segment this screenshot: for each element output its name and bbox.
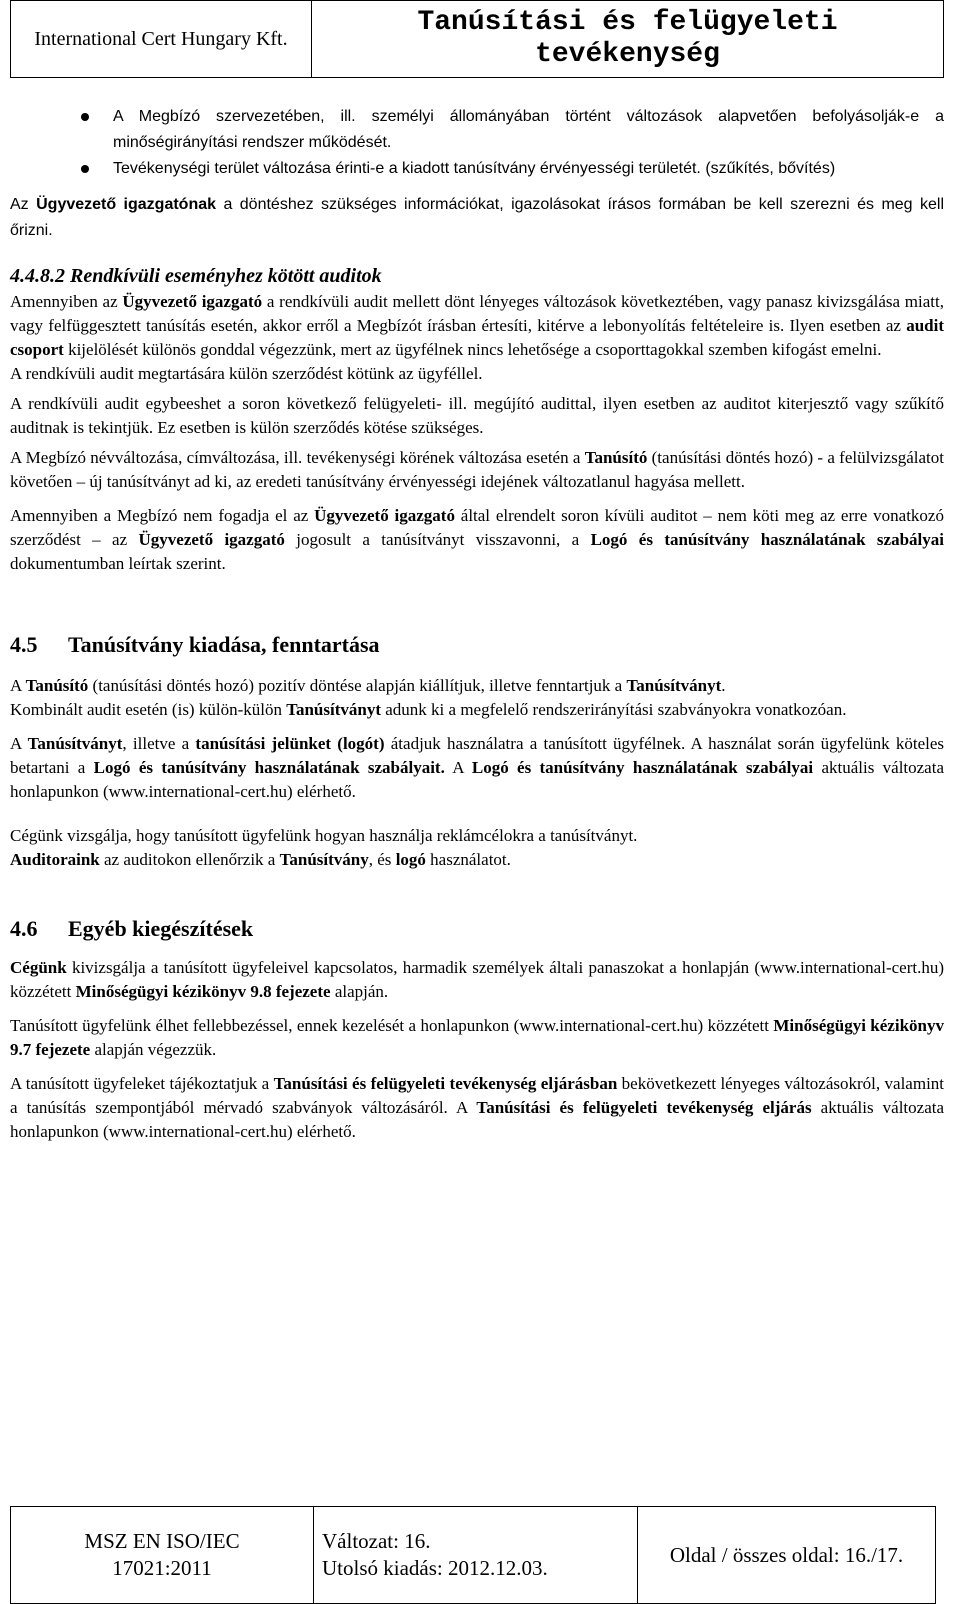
paragraph: Tanúsított ügyfelünk élhet fellebbezéssel, ennek kezelését a honlapunkon (www.international-cert.hu) közzétett Minőségügyi kézikönyv 9.7 fejezete alapján végezzük. [10, 1016, 944, 1059]
paragraph: A Tanúsítványt, illetve a tanúsítási jelünket (logót) átadjuk használatra a tanúsított ügyfélnek. A használat során ügyfelünk köteles betartani a Logó és tanúsítvány használatának szabályait. A Logó és tanúsítvány használatának szabályai aktuális változata honlapunkon (www.international-cert.hu) elérhető. [10, 734, 945, 801]
bullet-icon [81, 165, 89, 173]
section-heading: 4.6 Egyéb kiegészítések [10, 916, 254, 941]
bullet-list [10, 104, 944, 182]
standard-reference: MSZ EN ISO/IEC 17021:2011 [11, 1507, 314, 1604]
bullet-icon [81, 113, 89, 121]
paragraph: Cégünk kivizsgálja a tanúsított ügyfeleivel kapcsolatos, harmadik személyek általi panaszokat a honlapján (www.international-cert.hu) közzétett Minőségügyi kézikönyv 9.8 fejezete alapján. [10, 958, 944, 1001]
paragraph: Amennyiben az Ügyvezető igazgató a rendkívüli audit mellett dönt lényeges változások következtében, vagy panasz kivizsgálása miatt, vagy felfüggesztett tanúsítás esetén, akkor erről a Megbízót írásban értesíti, kitérve a lebonyolítás feltételeire is. Ilyen esetben az audit csoport kijelölését különös gonddal végezzünk, mert az ügyfélnek nincs lehetősége a csoporttagokkal szemben kifogást emelni. [10, 292, 944, 359]
page-content [10, 104, 944, 1144]
paragraph: A Tanúsító (tanúsítási döntés hozó) pozitív döntése alapján kiállítjuk, illetve fenntartjuk a Tanúsítványt. [10, 676, 726, 695]
paragraph: A rendkívüli audit megtartására külön szerződést kötünk az ügyféllel. [10, 364, 483, 383]
document-header [10, 0, 944, 78]
paragraph: Kombinált audit esetén (is) külön-külön Tanúsítványt adunk ki a megfelelő rendszerirányítási szabványokra vonatkozóan. [10, 700, 847, 719]
subsection-heading: 4.4.8.2 Rendkívüli eseményhez kötött auditok [10, 265, 382, 287]
paragraph: A tanúsított ügyfeleket tájékoztatjuk a Tanúsítási és felügyeleti tevékenység eljárásban bekövetkezett lényeges változásokról, valamint a tanúsítás szempontjából mérvadó szabványok változásáról. A Tanúsítási és felügyeleti tevékenység eljárás aktuális változata honlapunkon (www.international-cert.hu) elérhető. [10, 1074, 945, 1141]
paragraph: Amennyiben a Megbízó nem fogadja el az Ügyvezető igazgató által elrendelt soron kívüli auditot – nem köti meg az erre vonatkozó szerződést – az Ügyvezető igazgató jogosult a tanúsítványt visszavonni, a Logó és tanúsítvány használatának szabályai dokumentumban leírtak szerint. [10, 506, 944, 573]
paragraph: A Megbízó névváltozása, címváltozása, ill. tevékenységi körének változása esetén a Tanúsító (tanúsítási döntés hozó) - a felülvizsgálatot követően – új tanúsítványt ad ki, az eredeti tanúsítvány érvényességi idejének változatlanul hagyása mellett. [10, 448, 944, 491]
document-title: Tanúsítási és felügyeleti tevékenység [312, 1, 944, 78]
paragraph: Cégünk vizsgálja, hogy tanúsított ügyfelünk hogyan használja reklámcélokra a tanúsítványt. [10, 826, 638, 845]
paragraph: Az Ügyvezető igazgatónak a döntéshez szükséges információkat, igazolásokat írásos formában be kell szerezni és meg kell őrizni. [10, 196, 945, 239]
version-info: Változat: 16. Utolsó kiadás: 2012.12.03. [314, 1507, 638, 1604]
page-number: Oldal / összes oldal: 16./17. [638, 1507, 936, 1604]
paragraph: Auditoraink az auditokon ellenőrzik a Tanúsítvány, és logó használatot. [10, 850, 511, 869]
paragraph: A rendkívüli audit egybeeshet a soron következő felügyeleti- ill. megújító audittal, ilyen esetben az auditot kiterjesztő vagy szűkítő auditnak is tekintjük. Ez esetben is külön szerződés kötése szükséges. [10, 394, 944, 437]
document-footer [10, 1506, 936, 1604]
section-heading: 4.5 Tanúsítvány kiadása, fenntartása [10, 632, 380, 657]
list-item: Tevékenységi terület változása érinti-e a kiadott tanúsítvány érvényességi területét. (szűkítés, bővítés) [10, 156, 944, 182]
list-item: A Megbízó szervezetében, ill. személyi állományában történt változások alapvetően befolyásolják-e a minőségirányítási rendszer működését. [10, 104, 944, 156]
company-name: International Cert Hungary Kft. [11, 1, 312, 78]
